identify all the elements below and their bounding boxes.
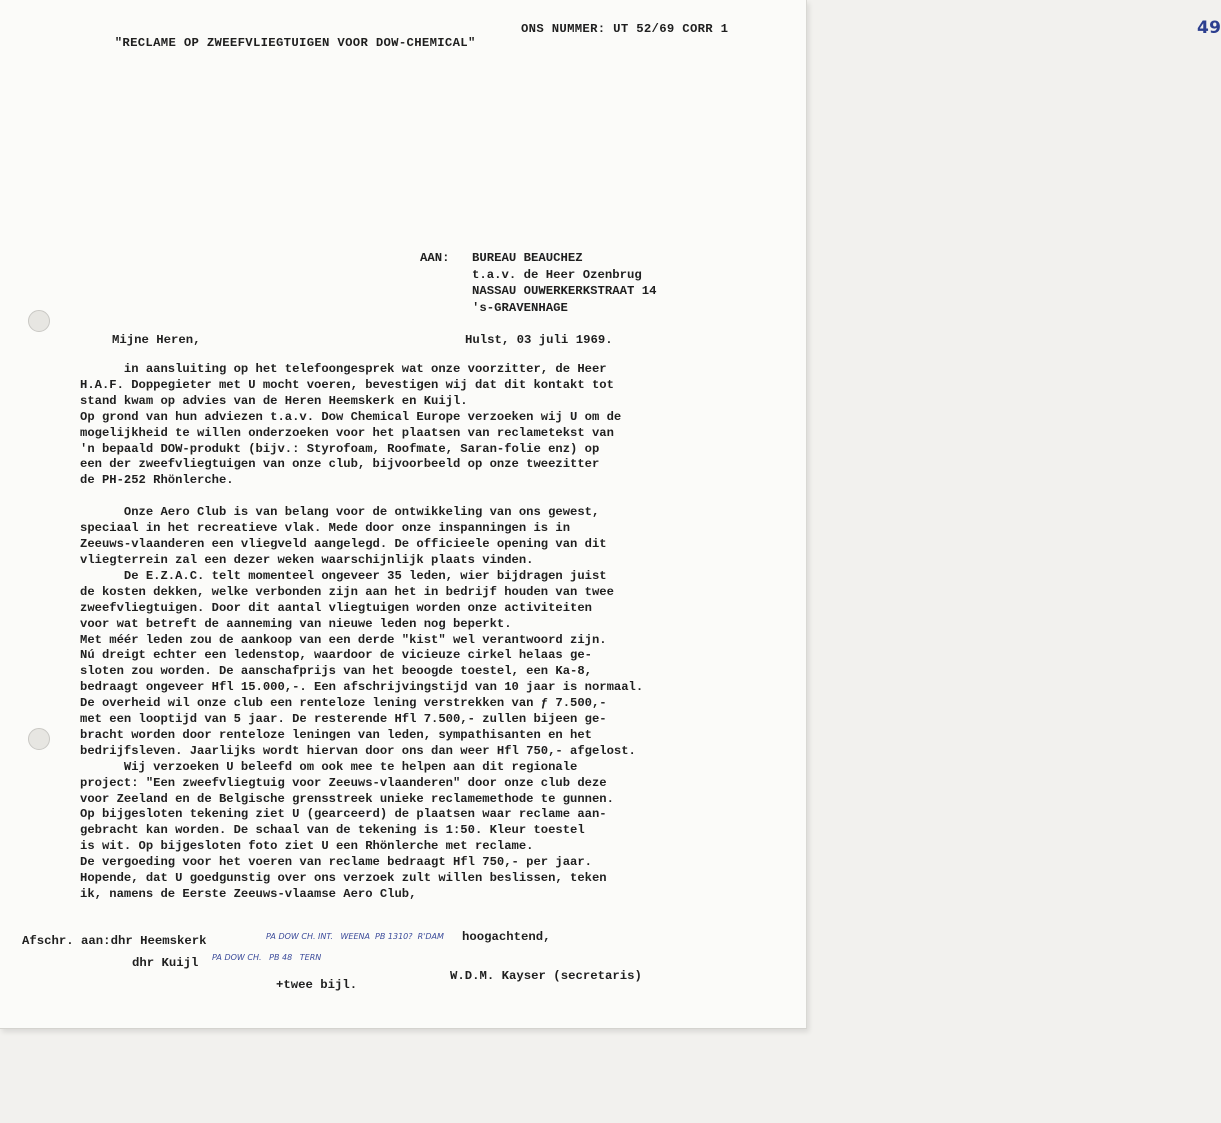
salutation: Mijne Heren, bbox=[112, 333, 201, 347]
body-line: de PH-252 Rhönlerche. bbox=[80, 473, 234, 488]
body-line: stand kwam op advies van de Heren Heemskerk en Kuijl. bbox=[80, 393, 468, 408]
body-line: in aansluiting op het telefoongesprek wat onze voorzitter, de Heer bbox=[80, 362, 607, 376]
body-line: voor Zeeland en de Belgische grensstreek unieke reclamemethode te gunnen. bbox=[80, 791, 614, 806]
punch-hole bbox=[28, 310, 50, 332]
address-line: 's-GRAVENHAGE bbox=[472, 300, 568, 315]
handwritten-note: PA DOW CH. INT. WEENA PB 1310? R'DAM bbox=[266, 932, 444, 941]
address-block bbox=[420, 250, 656, 316]
body-line: Wij verzoeken U beleefd om ook mee te helpen aan dit regionale bbox=[80, 759, 578, 774]
subject-line: "RECLAME OP ZWEEFVLIEGTUIGEN VOOR DOW-CHEMICAL" bbox=[114, 36, 476, 50]
copies-label: Afschr. aan: bbox=[22, 934, 111, 948]
body-line: voor wat betreft de aanneming van nieuwe leden nog beperkt. bbox=[80, 616, 512, 631]
body-line: bracht worden door renteloze leningen van leden, sympathisanten en het bbox=[80, 727, 592, 742]
punch-hole bbox=[28, 728, 50, 750]
body-line: Met méér leden zou de aankoop van een derde "kist" wel verantwoord zijn. bbox=[80, 632, 607, 647]
body-line: gebracht kan worden. De schaal van de tekening is 1:50. Kleur toestel bbox=[80, 823, 585, 838]
copy-recipient: dhr Kuijl bbox=[132, 956, 199, 970]
signer: W.D.M. Kayser (secretaris) bbox=[450, 969, 642, 983]
body-line: is wit. Op bijgesloten foto ziet U een Rhönlerche met reclame. bbox=[80, 839, 534, 854]
copy-recipient: dhr Heemskerk bbox=[110, 934, 207, 948]
body-line: Onze Aero Club is van belang voor de ontwikkeling van ons gewest, bbox=[80, 505, 600, 520]
body-line: mogelijkheid te willen onderzoeken voor het plaatsen van reclametekst van bbox=[80, 425, 614, 440]
letter-header bbox=[84, 18, 1221, 78]
body-line: vliegterrein zal een dezer weken waarschijnlijk plaats vinden. bbox=[80, 552, 534, 567]
address-line: t.a.v. de Heer Ozenbrug bbox=[472, 267, 642, 282]
body-line: bedraagt ongeveer Hfl 15.000,-. Een afschrijvingstijd van 10 jaar is normaal. bbox=[80, 680, 644, 695]
body-line: H.A.F. Doppegieter met U mocht voeren, bevestigen wij dat dit kontakt tot bbox=[80, 377, 614, 392]
reference-number: ONS NUMMER: UT 52/69 CORR 1 49 bbox=[521, 18, 1221, 38]
body-line: Hopende, dat U goedgunstig over ons verzoek zult willen beslissen, teken bbox=[80, 871, 607, 886]
body-line: De vergoeding voor het voeren van reclame bedraagt Hfl 750,- per jaar. bbox=[80, 855, 592, 870]
date-line: Hulst, 03 juli 1969. bbox=[465, 333, 613, 347]
enclosures: +twee bijl. bbox=[276, 978, 358, 992]
address-label: AAN: bbox=[420, 251, 450, 265]
address-line: BUREAU BEAUCHEZ bbox=[472, 251, 583, 265]
body-line: Nú dreigt echter een ledenstop, waardoor de vicieuze cirkel helaas ge- bbox=[80, 648, 592, 663]
body-line: de kosten dekken, welke verbonden zijn aan het in bedrijf houden van twee bbox=[80, 584, 614, 599]
paragraph-gap bbox=[80, 489, 766, 505]
body-line: bedrijfsleven. Jaarlijks wordt hiervan door ons dan weer Hfl 750,- afgelost. bbox=[80, 743, 636, 758]
body-line: met een looptijd van 5 jaar. De resterende Hfl 7.500,- zullen bijeen ge- bbox=[80, 712, 607, 727]
closing: hoogachtend, bbox=[462, 930, 551, 944]
body-line: De E.Z.A.C. telt momenteel ongeveer 35 leden, wier bijdragen juist bbox=[80, 568, 607, 583]
body-line: Op bijgesloten tekening ziet U (gearceerd) de plaatsen waar reclame aan- bbox=[80, 807, 607, 822]
body-line: sloten zou worden. De aanschafprijs van het beoogde toestel, een Ka-8, bbox=[80, 664, 592, 679]
body-line: zweefvliegtuigen. Door dit aantal vliegtuigen worden onze activiteiten bbox=[80, 600, 592, 615]
body-line: ik, namens de Eerste Zeeuws-vlaamse Aero Club, bbox=[80, 887, 417, 901]
body-line: 'n bepaald DOW-produkt (bijv.: Styrofoam, Roofmate, Saran-folie enz) op bbox=[80, 441, 600, 456]
body-line: Zeeuws-vlaanderen een vliegveld aangelegd. De officieele opening van dit bbox=[80, 537, 607, 552]
body-line: De overheid wil onze club een renteloze lening verstrekken van ƒ 7.500,- bbox=[80, 696, 607, 711]
body-line: speciaal in het recreatieve vlak. Mede door onze inspanningen is in bbox=[80, 521, 571, 536]
body-line: een der zweefvliegtuigen van onze club, bijvoorbeeld op onze tweezitter bbox=[80, 457, 600, 472]
body-line: project: "Een zweefvliegtuig voor Zeeuws-vlaanderen" door onze club deze bbox=[80, 775, 607, 790]
address-line: NASSAU OUWERKERKSTRAAT 14 bbox=[472, 284, 657, 298]
body-line: Op grond van hun adviezen t.a.v. Dow Chemical Europe verzoeken wij U om de bbox=[80, 409, 622, 424]
letter-body bbox=[80, 362, 766, 903]
handwritten-number: 49 bbox=[1197, 18, 1221, 38]
handwritten-note: PA DOW CH. PB 48 TERN bbox=[212, 953, 322, 962]
